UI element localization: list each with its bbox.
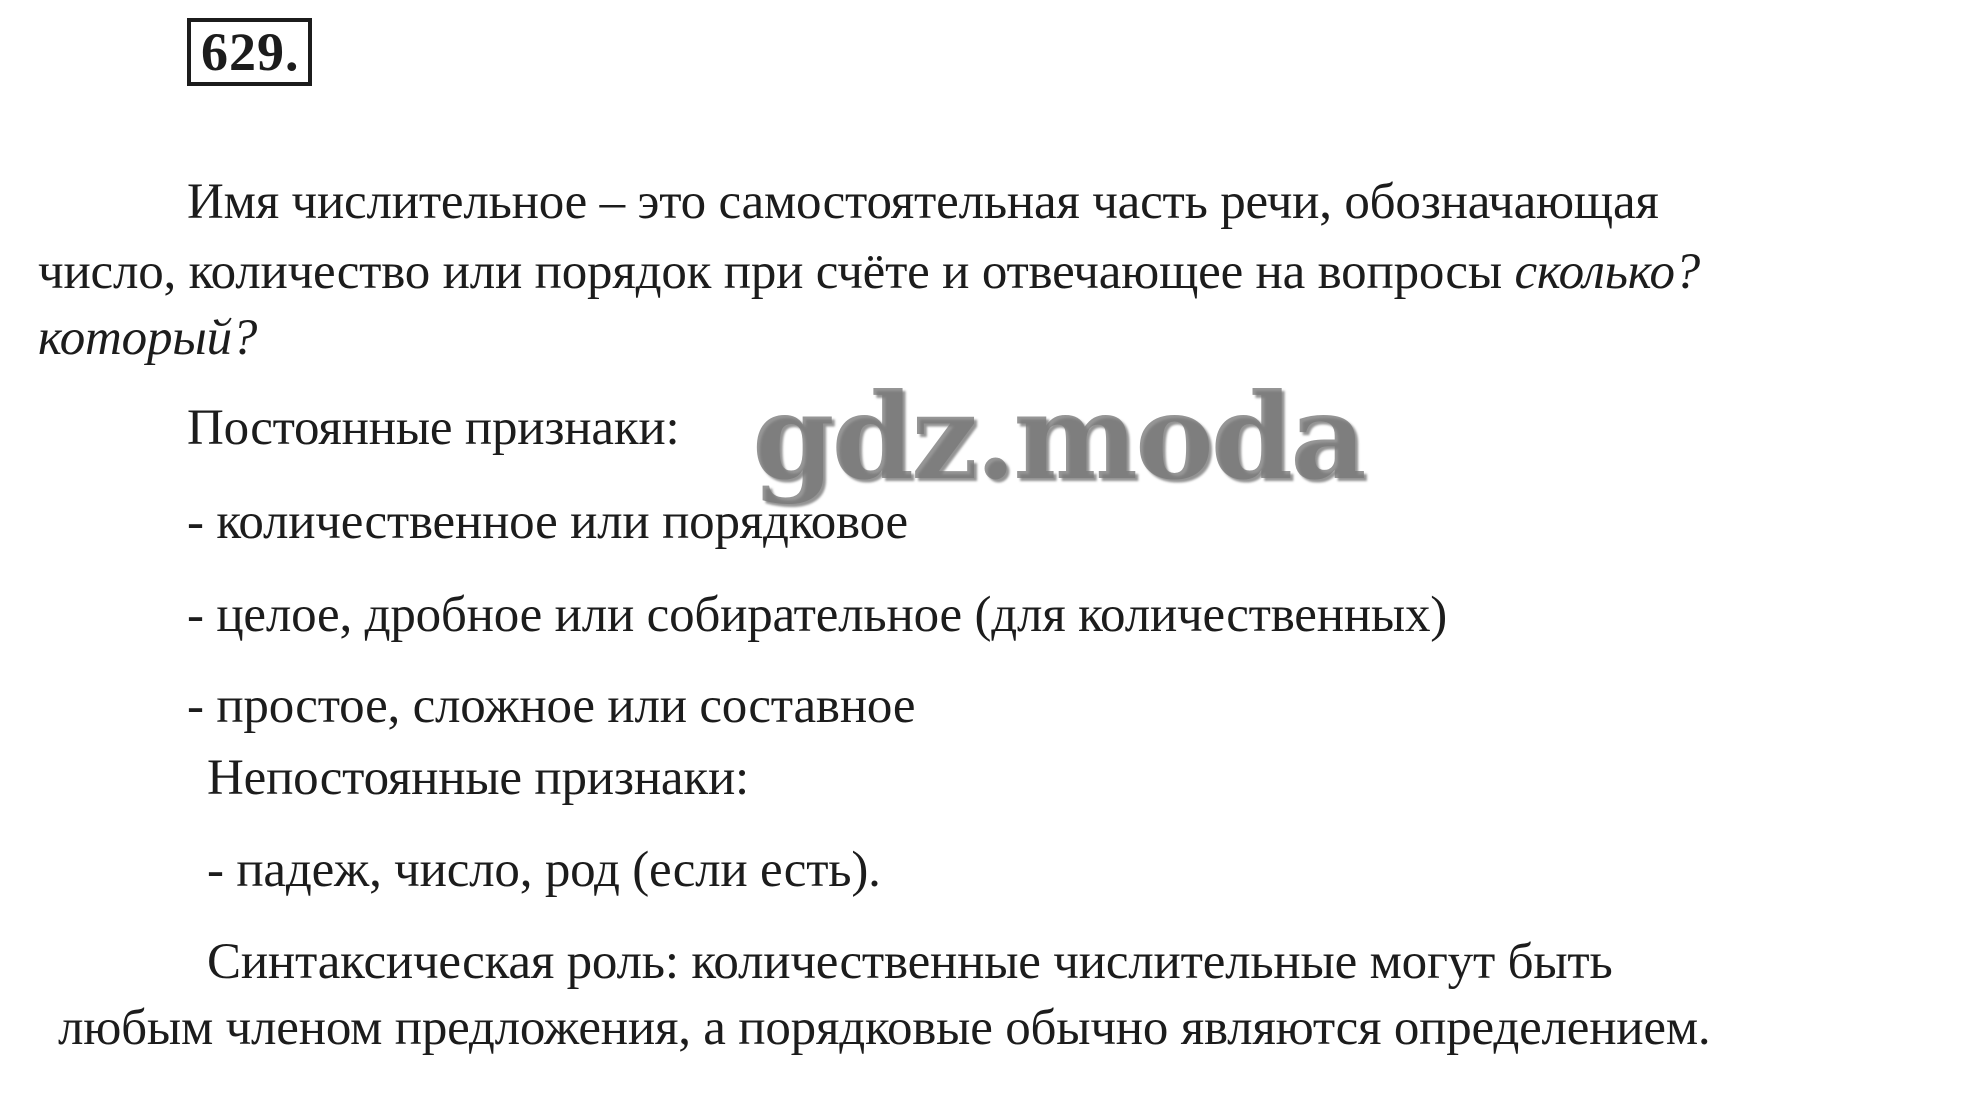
syntax-role-line-2: любым членом предложения, а порядковые обычно являются определением. — [58, 1000, 1711, 1056]
variable-features-heading: Непостоянные признаки: — [207, 750, 750, 806]
definition-line-2-text: число, количество или порядок при счёте и отвечающее на вопросы — [38, 244, 1515, 300]
definition-line-1: Имя числительное – это самостоятельная часть речи, обозначающая — [187, 174, 1659, 230]
exercise-number: 629. — [187, 18, 312, 86]
constant-feature-item: - целое, дробное или собирательное (для количественных) — [187, 587, 1448, 643]
constant-feature-item: - количественное или порядковое — [187, 494, 908, 550]
definition-line-2 — [38, 242, 1700, 302]
constant-features-heading: Постоянные признаки: — [187, 400, 680, 456]
constant-feature-item: - простое, сложное или составное — [187, 678, 916, 734]
question-how-many: сколько? — [1514, 244, 1701, 300]
question-which: который? — [38, 310, 258, 366]
syntax-role-line-1: Синтаксическая роль: количественные числительные могут быть — [207, 934, 1613, 990]
watermark: gdz.moda — [752, 367, 1364, 506]
variable-feature-item: - падеж, число, род (если есть). — [207, 842, 881, 898]
